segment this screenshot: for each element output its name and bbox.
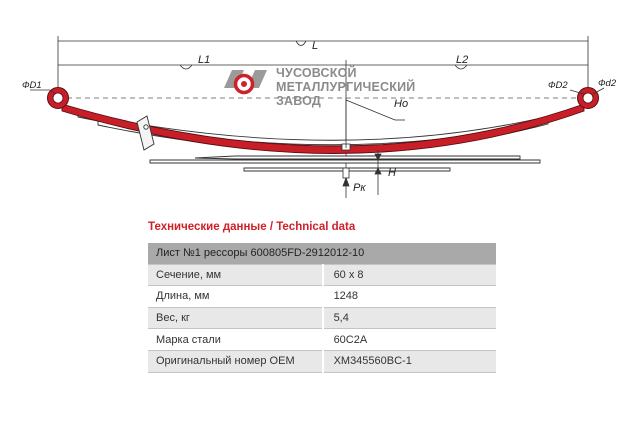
table-header-cell: Лист №1 рессоры 600805FD-2912012-10 xyxy=(148,243,496,264)
table-row xyxy=(148,264,496,286)
row-label: Длина, мм xyxy=(148,286,323,308)
row-label: Марка стали xyxy=(148,329,323,351)
row-value: XM345560BC-1 xyxy=(323,350,496,372)
table-row xyxy=(148,286,496,308)
logo-line-2: МЕТАЛЛУРГИЧЕСКИЙ xyxy=(276,80,416,94)
row-label: Оригинальный номер ОЕМ xyxy=(148,350,323,372)
label-d2: Фd2 xyxy=(598,78,617,89)
label-Ho: Ho xyxy=(394,98,409,110)
logo-line-1: ЧУСОВСКОЙ xyxy=(276,66,357,80)
row-label: Вес, кг xyxy=(148,307,323,329)
label-L1: L1 xyxy=(198,54,211,66)
table-row xyxy=(148,329,496,351)
row-value: 60 х 8 xyxy=(323,264,496,286)
row-value: 60С2А xyxy=(323,329,496,351)
technical-data-title: Технические данные / Technical data xyxy=(148,221,356,233)
label-H: H xyxy=(388,167,396,179)
leaf-clamp xyxy=(137,116,154,150)
logo-mark-icon xyxy=(224,70,267,93)
company-logo xyxy=(224,65,415,108)
label-D2: ФD2 xyxy=(548,80,568,91)
label-D1: ФD1 xyxy=(22,80,42,91)
row-label: Сечение, мм xyxy=(148,264,323,286)
technical-data-table xyxy=(148,243,496,373)
label-L2: L2 xyxy=(456,54,469,66)
table-header-row xyxy=(148,243,496,264)
label-Pk: Pк xyxy=(353,182,366,194)
label-L: L xyxy=(312,40,319,52)
right-eye xyxy=(578,88,599,109)
logo-line-3: ЗАВОД xyxy=(276,94,322,108)
row-value: 1248 xyxy=(323,286,496,308)
table-row xyxy=(148,350,496,372)
row-value: 5,4 xyxy=(323,307,496,329)
leaf-spring-drawing xyxy=(0,0,640,215)
table-row xyxy=(148,307,496,329)
